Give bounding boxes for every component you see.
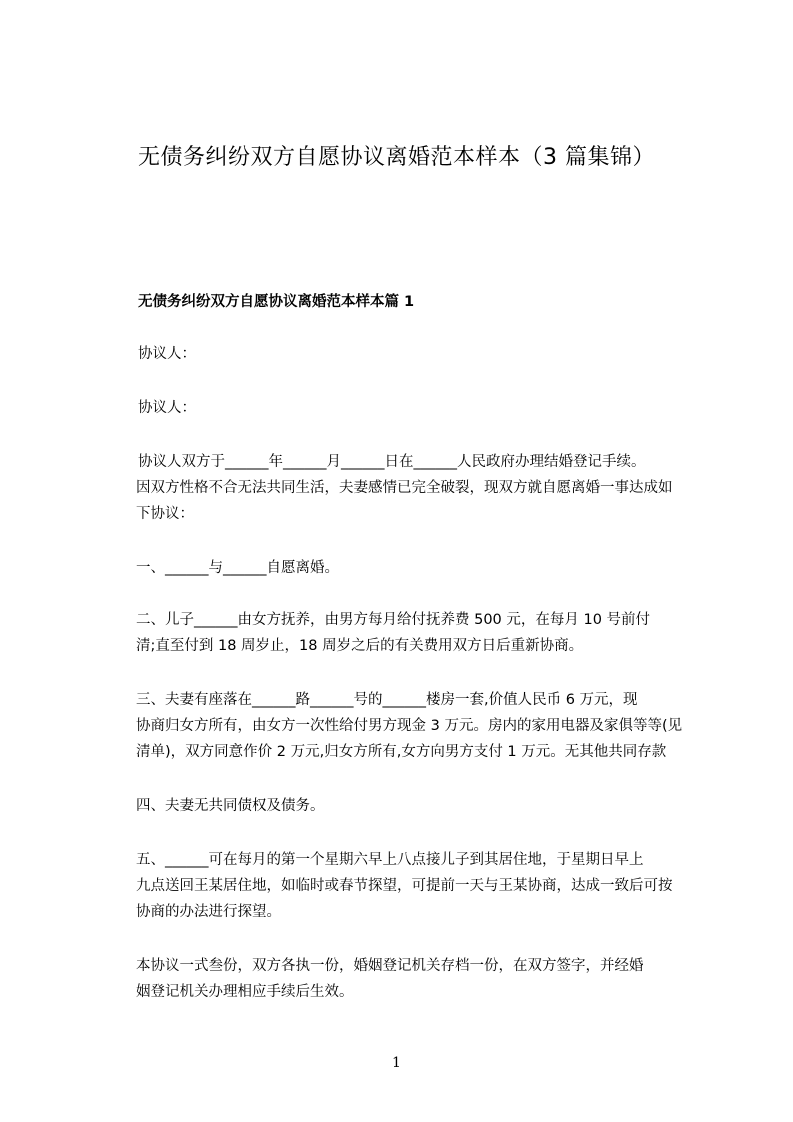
clause-2-line-1: 二、儿子______由女方抚养，由男方每月给付抚养费 500 元，在每月 10 号前付	[136, 612, 651, 628]
party-label-2: 协议人：	[138, 400, 196, 416]
clause-1-line-1: 一、______与______自愿离婚。	[136, 560, 339, 576]
closing-line-2: 姻登记机关办理相应手续后生效。	[136, 984, 354, 1000]
clause-4-line-1: 四、夫妻无共同债权及债务。	[136, 798, 325, 814]
intro-line-2: 因双方性格不合无法共同生活，夫妻感情已完全破裂，现双方就自愿离婚一事达成如	[136, 480, 673, 496]
clause-3-line-2: 协商归女方所有，由女方一次性给付男方现金 3 万元。房内的家用电器及家俱等等(见	[136, 718, 683, 734]
clause-3-line-3: 清单)，双方同意作价 2 万元,归女方所有,女方向男方支付 1 万元。无其他共同存款	[136, 744, 667, 760]
closing-line-1: 本协议一式叁份，双方各执一份，婚姻登记机关存档一份，在双方签字，并经婚	[136, 958, 644, 974]
party-label-1: 协议人：	[138, 346, 196, 362]
clause-5-line-1: 五、______可在每月的第一个星期六早上八点接儿子到其居住地，于星期日早上	[136, 852, 644, 868]
clause-5-line-2: 九点送回王某居住地，如临时或春节探望，可提前一天与王某协商，达成一致后可按	[136, 878, 673, 894]
document-title: 无债务纠纷双方自愿协议离婚范本样本（3 篇集锦）	[138, 145, 655, 170]
section-heading: 无债务纠纷双方自愿协议离婚范本样本篇 1	[138, 294, 415, 310]
page-number: 1	[392, 1055, 401, 1071]
clause-5-line-3: 协商的办法进行探望。	[136, 904, 281, 920]
intro-line-3: 下协议：	[136, 506, 194, 522]
clause-2-line-2: 清;直至付到 18 周岁止，18 周岁之后的有关费用双方日后重新协商。	[136, 638, 584, 654]
clause-3-line-1: 三、夫妻有座落在______路______号的______楼房一套,价值人民币 6 万元，现	[136, 692, 638, 708]
intro-line-1: 协议人双方于______年______月______日在______人民政府办理结婚登记手续。	[138, 454, 646, 470]
